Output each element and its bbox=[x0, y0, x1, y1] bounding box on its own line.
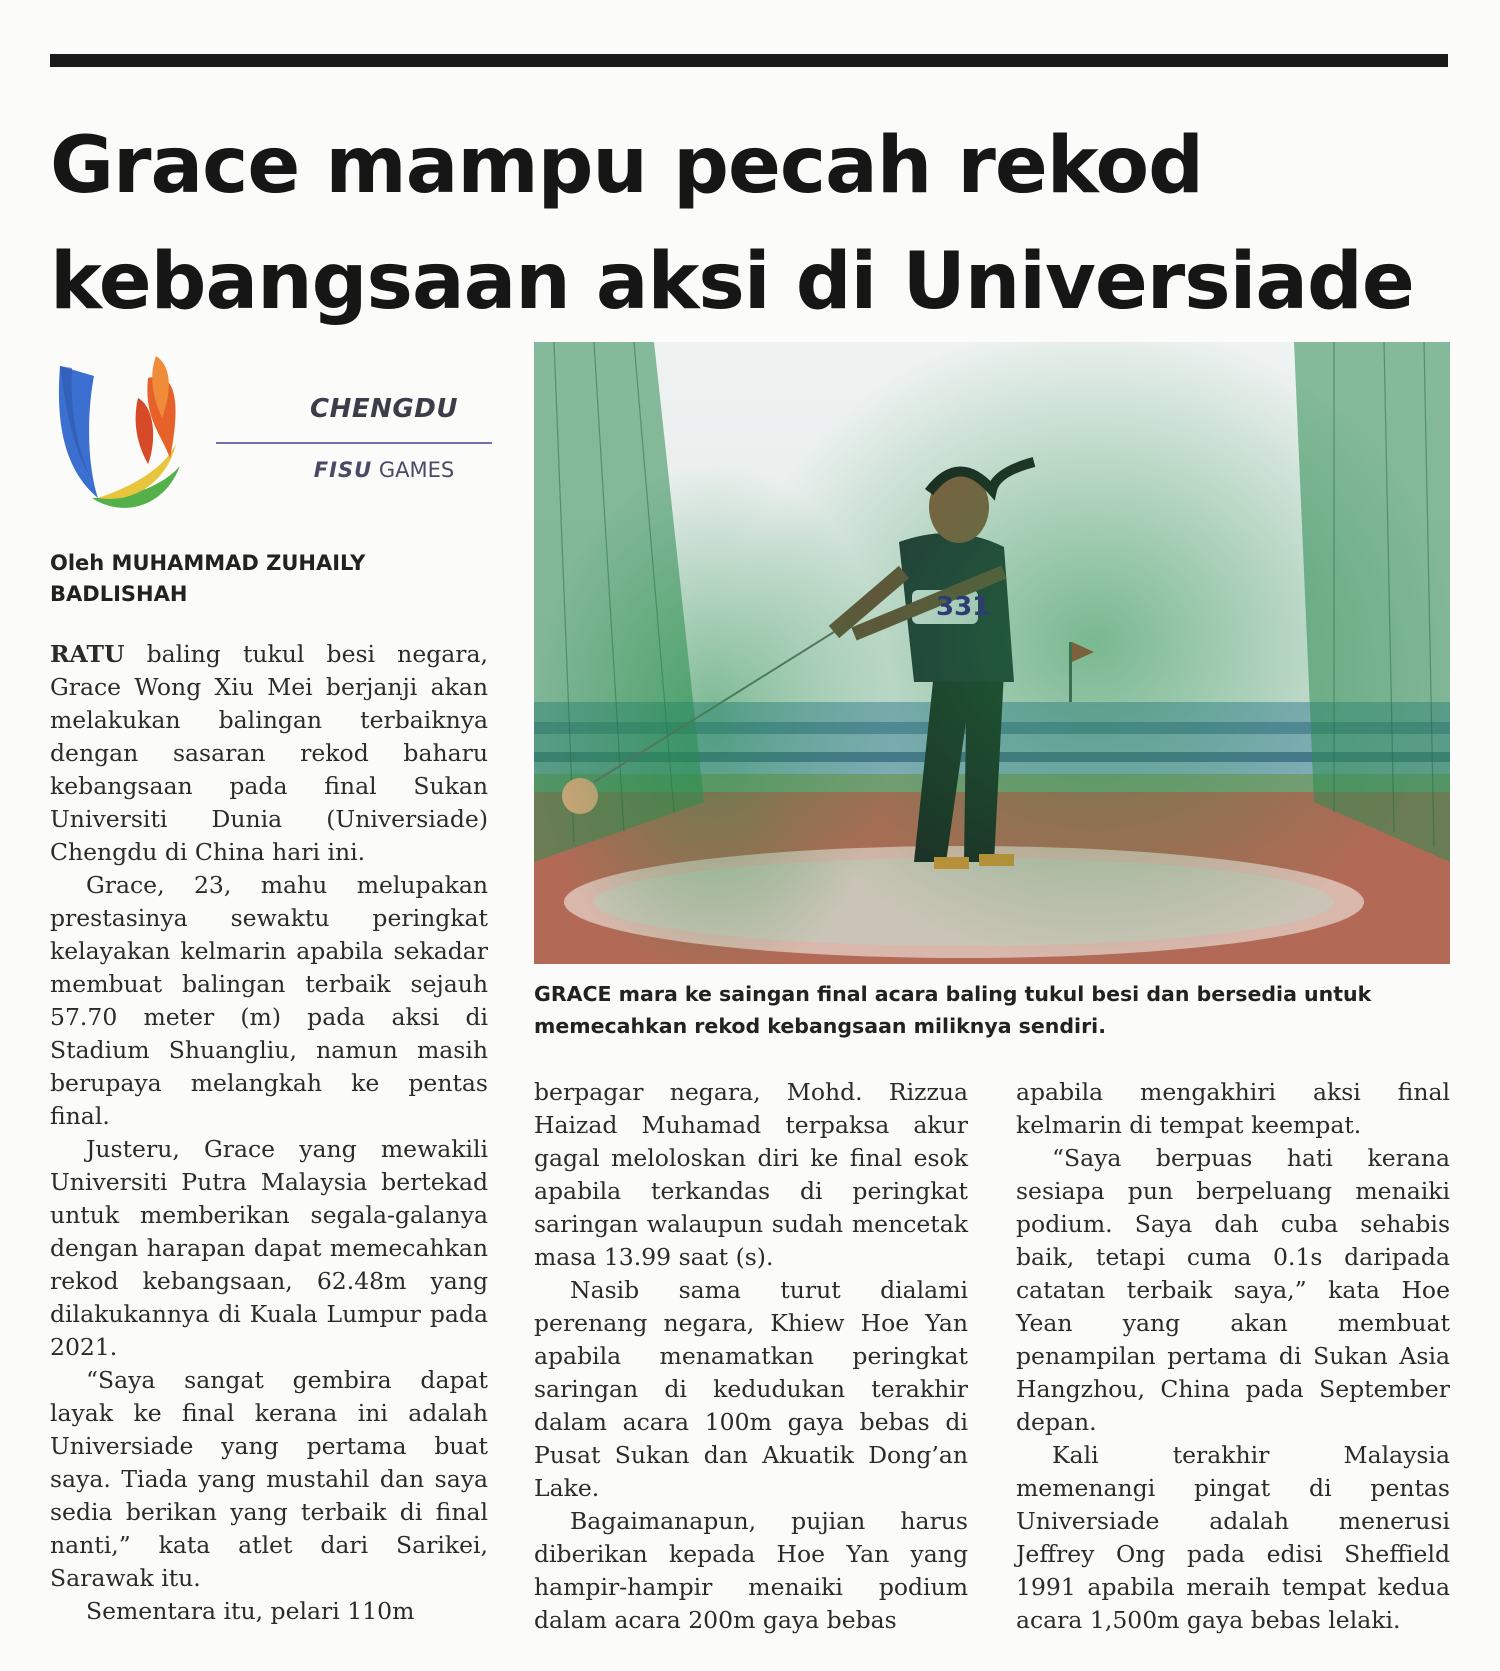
logo-games-word: GAMES bbox=[378, 458, 455, 482]
byline bbox=[50, 548, 490, 610]
article-column-3 bbox=[1016, 1076, 1450, 1637]
article-column-2 bbox=[534, 1076, 968, 1637]
headline bbox=[50, 108, 1450, 340]
logo-divider bbox=[216, 442, 492, 444]
byline-line-1: Oleh MUHAMMAD ZUHAILY bbox=[50, 551, 366, 575]
caption-line-2: memecahkan rekod kebangsaan miliknya sendiri. bbox=[534, 1014, 1106, 1038]
article-paragraph-7-continued: apabila mengakhiri aksi final kelmarin di tempat keempat. bbox=[1016, 1078, 1450, 1139]
hammer-throw-photo bbox=[534, 342, 1450, 964]
top-rule bbox=[50, 54, 1448, 67]
article-paragraph-2: Grace, 23, mahu melupakan prestasinya sewaktu peringkat kelayakan kelmarin apabila sekadar membuat balingan terbaik sejauh 57.70 meter (m) pada aksi di Stadium Shuangliu, namun masih berupaya melangkah ke pentas final. bbox=[50, 871, 488, 1130]
article-paragraph-7: Bagaimanapun, pujian harus diberikan kepada Hoe Yan yang hampir-hampir menaiki podium dalam acara 200m gaya bebas bbox=[534, 1507, 968, 1634]
article-paragraph-5: Sementara itu, pelari 110m bbox=[86, 1597, 415, 1625]
article-paragraph-1 bbox=[50, 638, 488, 869]
logo-games-label bbox=[264, 458, 504, 482]
chengdu-universiade-torch-logo-icon bbox=[52, 348, 192, 514]
article-lead-word: RATU bbox=[50, 640, 125, 668]
photo-caption bbox=[534, 978, 1450, 1042]
article-paragraph-8: “Saya berpuas hati kerana sesiapa pun berpeluang menaiki podium. Saya dah cuba sehabis baik, tetapi cuma 0.1s daripada catatan terbaik saya,” kata Hoe Yean yang akan membuat penampilan pertama di Sukan Asia Hangzhou, China pada September depan. bbox=[1016, 1144, 1450, 1436]
article-paragraph-5-continued: berpagar negara, Mohd. Rizzua Haizad Muhamad terpaksa akur gagal meloloskan diri ke final esok apabila terkandas di peringkat saringan walaupun sudah mencetak masa 13.99 saat (s). bbox=[534, 1078, 968, 1271]
chengdu-fisu-logo bbox=[50, 348, 490, 516]
logo-city-name: CHENGDU bbox=[310, 394, 458, 424]
article-paragraph-9: Kali terakhir Malaysia memenangi pingat di pentas Universiade adalah menerusi Jeffrey Ong pada edisi Sheffield 1991 apabila meraih tempat kedua acara 1,500m gaya bebas lelaki. bbox=[1016, 1441, 1450, 1634]
byline-line-2: BADLISHAH bbox=[50, 582, 188, 606]
athlete-bib-number: 331 bbox=[936, 592, 991, 622]
logo-fisu: FISU bbox=[313, 458, 373, 482]
article-paragraph-3: Justeru, Grace yang mewakili Universiti Putra Malaysia bertekad untuk memberikan segala-galanya dengan harapan dapat memecahkan rekod kebangsaan, 62.48m yang dilakukannya di Kuala Lumpur pada 2021. bbox=[50, 1135, 488, 1361]
article-column-1 bbox=[50, 638, 488, 1628]
article-paragraph-1-text: baling tukul besi negara, Grace Wong Xiu Mei berjanji akan melakukan balingan terbaiknya dengan sasaran rekod baharu kebangsaan pada final Sukan Universiti Dunia (Universiade) Chengdu di China hari ini. bbox=[50, 640, 488, 866]
headline-line-1: Grace mampu pecah rekod bbox=[50, 121, 1203, 211]
article-paragraph-4: “Saya sangat gembira dapat layak ke final kerana ini adalah Universiade yang pertama buat saya. Tiada yang mustahil dan saya sedia berikan yang terbaik di final nanti,” kata atlet dari Sarikei, Sarawak itu. bbox=[50, 1366, 488, 1592]
headline-line-2: kebangsaan aksi di Universiade bbox=[50, 237, 1414, 327]
article-paragraph-6: Nasib sama turut dialami perenang negara, Khiew Hoe Yan apabila menamatkan peringkat saringan di kedudukan terakhir dalam acara 100m gaya bebas di Pusat Sukan dan Akuatik Dong’an Lake. bbox=[534, 1276, 968, 1502]
caption-line-1: GRACE mara ke saingan final acara baling tukul besi dan bersedia untuk bbox=[534, 982, 1372, 1006]
hammer-throw-athlete-photo-icon bbox=[534, 342, 1450, 964]
